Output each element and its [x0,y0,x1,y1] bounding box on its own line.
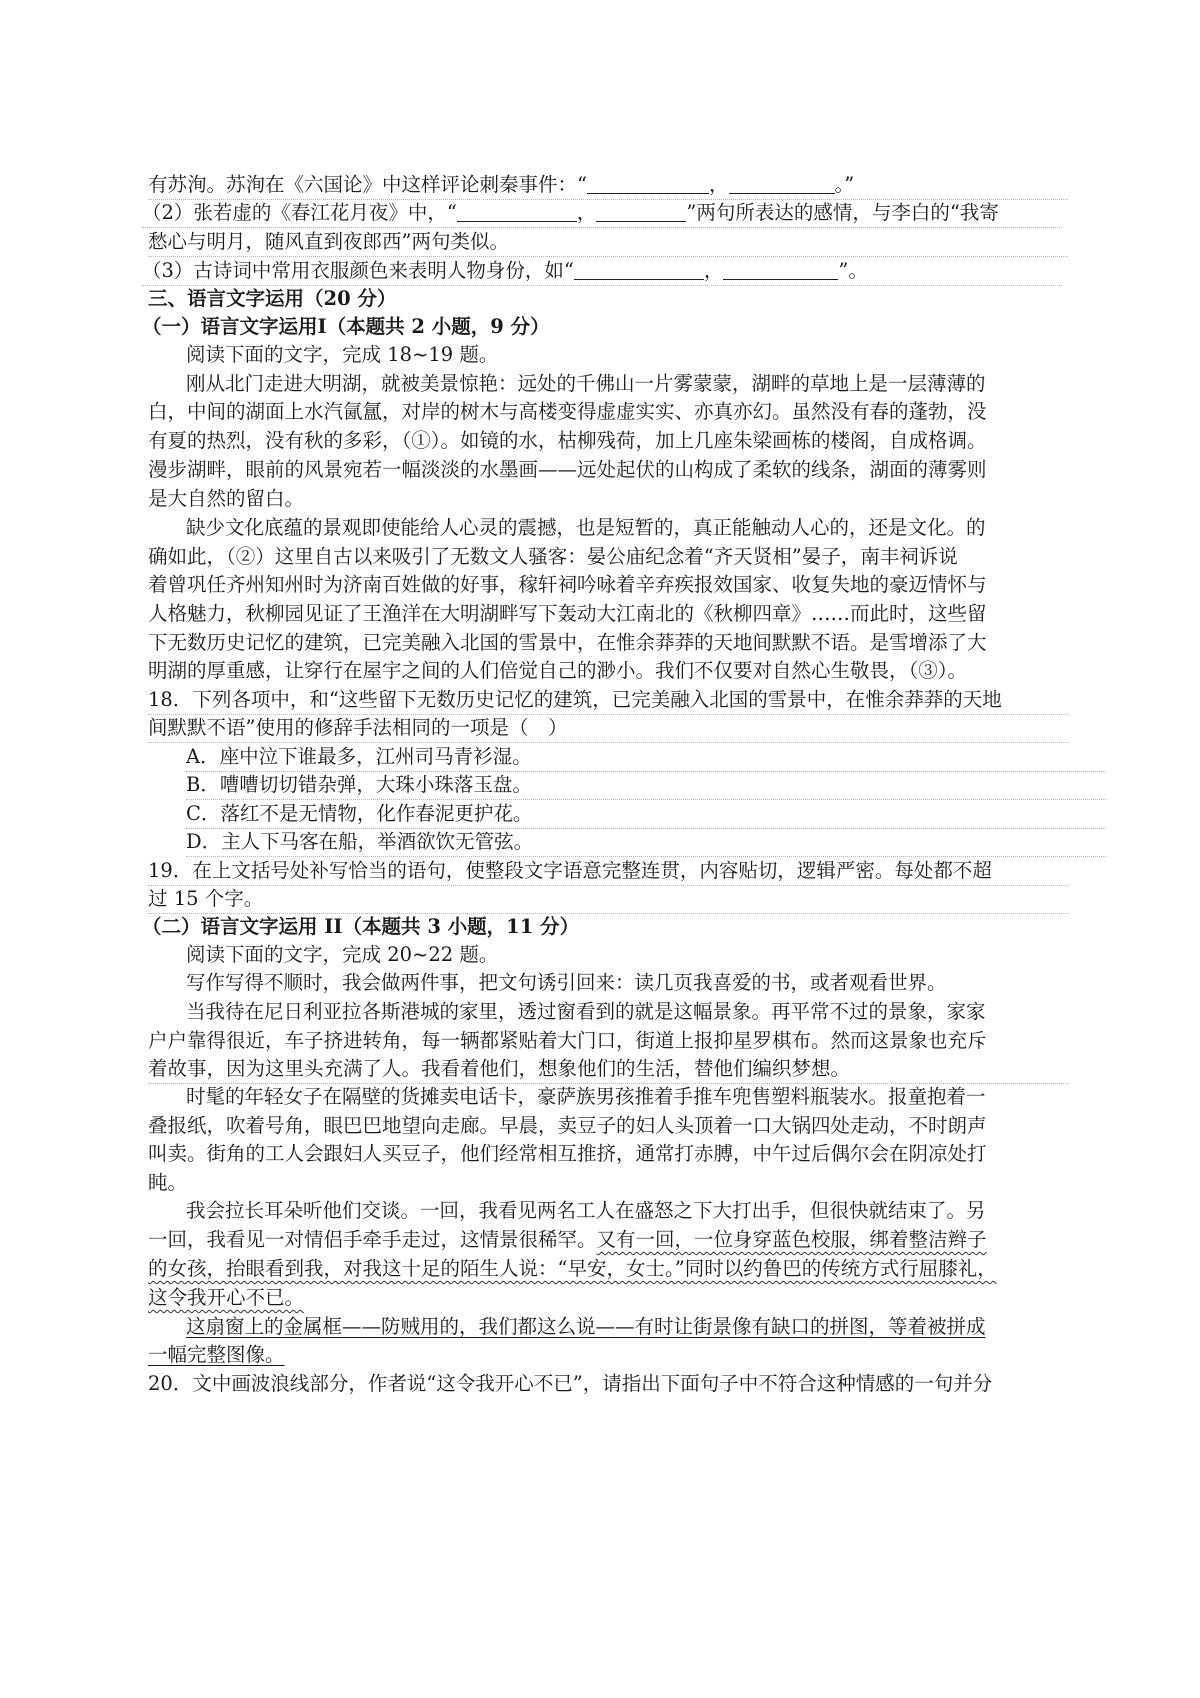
paragraph-line [148,1341,1068,1369]
paragraph-line: 时髦的年轻女子在隔壁的货摊卖电话卡，豪萨族男孩推着手推车兜售塑料瓶装水。报童抱着一 [186,1085,986,1108]
answer-blank[interactable] [723,259,838,280]
question-19: 19．在上文括号处补写恰当的语句，使整段文字语意完整连贯，内容贴切，逻辑严密。每处都不超 [148,857,1068,886]
wavy-underlined-text: 的女孩，抬眼看到我，对我这十足的陌生人说：“早安，女士。”同时以约鲁巴的传统方式行屈膝礼， [148,1257,997,1280]
instruction: 阅读下面的文字，完成 18~19 题。 [186,343,499,366]
paragraph-line: 写作写得不顺时，我会做两件事，把文句诱引回来：读几页我喜爱的书，或者观看世界。 [186,971,947,994]
underlined-text: 这扇窗上的金属框——防贼用的，我们都这么说——有时让街景像有缺口的拼图，等着被拼成 [186,1315,986,1338]
wavy-underlined-text: 又有一回，一位身穿蓝色校服，绑着整洁辫子 [596,1228,987,1251]
paragraph-line: 缺少文化底蕴的景观即使能给人心灵的震撼，也是短暂的，真正能触动人心的，还是文化。的 [186,516,986,539]
paragraph-line [148,1284,1068,1312]
paragraph-line: 下无数历史记忆的建筑，已完美融入北国的雪景中，在惟余莽莽的天地间默默不语。是雪增添了大 [148,631,987,654]
paragraph-line [148,1255,1068,1283]
paragraph-line: 盹。 [148,1171,188,1194]
line-03: 愁心与明月，随风直到夜郎西”两句类似。 [148,228,1068,257]
paragraph-line: 着故事，因为这里头充满了人。我看着他们，想象他们的生活，替他们编织梦想。 [148,1055,1068,1084]
option-a[interactable]: A．座中泣下谁最多，江州司马青衫湿。 [186,743,1106,772]
paragraph-line: 是大自然的留白。 [148,487,305,510]
paragraph-line: 刚从北门走进大明湖，就被美景惊艳：远处的千佛山一片雾蒙蒙，湖畔的草地上是一层薄薄的 [186,372,986,395]
paragraph-line: 叫卖。街角的工人会跟妇人买豆子，他们经常相互推挤，通常打赤膊，中午过后偶尔会在阴凉处打 [148,1142,987,1165]
paragraph-line: 确如此，（②）这里自古以来吸引了无数文人骚客：晏公庙纪念着“齐天贤相”晏子，南丰祠诉说 [148,545,958,568]
answer-blank[interactable] [729,173,835,194]
paragraph-line: 白，中间的湖面上水汽氤氲，对岸的树木与高楼变得虚虚实实、亦真亦幻。虽然没有春的蓬勃，没 [148,400,987,423]
line-04: （3）古诗词中常用衣服颜色来表明人物身份，如“ ， ”。 [142,257,1062,286]
paragraph-line: 一回，我看见一对情侣手牵手走过，这情景很稀罕。又有一回，一位身穿蓝色校服，绑着整洁辫子 [148,1228,987,1251]
paragraph-line: 着曾巩任齐州知州时为济南百姓做的好事，稼轩祠吟咏着辛弃疾报效国家、收复失地的豪迈情怀与 [148,573,987,596]
wavy-underlined-text: 这令我开心不已。 [148,1286,305,1309]
paragraph-line: 当我待在尼日利亚拉各斯港城的家里，透过窗看到的就是这幅景象。再平常不过的景象，家家 [186,1000,986,1023]
underlined-text: 一幅完整图像。 [148,1343,285,1366]
line-02: （2）张若虚的《春江花月夜》中，“ ， ”两句所表达的感情，与李白的“我寄 [142,199,1062,228]
question-19-cont: 过 15 个字。 [148,885,1068,914]
question-18: 18．下列各项中，和“这些留下无数历史记忆的建筑，已完美融入北国的雪景中，在惟余莽莽的天地 [148,686,1068,715]
paragraph-line [186,1313,1068,1341]
paragraph-line: 户户靠得很近，车子挤进转角，每一辆都紧贴着大门口，街道上报抑星罗棋布。然而这景象也充斥 [148,1029,987,1052]
question-18-cont: 间默默不语”使用的修辞手法相同的一项是（ ） [148,714,1068,743]
question-20: 20．文中画波浪线部分，作者说“这令我开心不已”，请指出下面句子中不符合这种情感的一句并分 [148,1372,993,1395]
paragraph-line: 叠报纸，吹着号角，眼巴巴地望向走廊。早晨，卖豆子的妇人头顶着一口大锅四处走动，不时朗声 [148,1114,987,1137]
subsection-heading: （一）语言文字运用Ⅰ（本题共 2 小题，9 分） [142,315,550,338]
paragraph-line: 我会拉长耳朵听他们交谈。一回，我看见两名工人在盛怒之下大打出手，但很快就结束了。另 [186,1199,986,1222]
option-b[interactable]: B．嘈嘈切切错杂弹，大珠小珠落玉盘。 [186,771,1106,800]
answer-blank[interactable] [596,201,686,222]
option-c[interactable]: C．落红不是无情物，化作春泥更护花。 [186,800,1106,829]
option-d[interactable]: D．主人下马客在船，举酒欲饮无管弦。 [186,828,1106,857]
answer-blank[interactable] [587,173,709,194]
subsection-heading: （二）语言文字运用 II（本题共 3 小题，11 分） [142,915,580,938]
paragraph-line: 明湖的厚重感，让穿行在屋宇之间的人们倍觉自己的渺小。我们不仅要对自然心生敬畏，（③）。 [148,659,968,682]
answer-blank[interactable] [457,201,577,222]
paragraph-line: 有夏的热烈，没有秋的多彩，（①）。如镜的水，枯柳残荷，加上几座朱梁画栋的楼阁，自成格调。 [148,429,987,452]
line-01: 有苏洵。苏洵在《六国论》中这样评论刺秦事件：“ ， 。” [148,171,1068,200]
answer-blank[interactable] [574,259,704,280]
instruction: 阅读下面的文字，完成 20~22 题。 [186,943,499,966]
paragraph-line: 人格魅力，秋柳园见证了王渔洋在大明湖畔写下轰动大江南北的《秋柳四章》……而此时，这些留 [148,602,987,625]
paragraph-line: 漫步湖畔，眼前的风景宛若一幅淡淡的水墨画——远处起伏的山构成了柔软的线条，湖面的薄雾则 [148,458,987,481]
section-heading: 三、语言文字运用（20 分） [148,287,397,310]
